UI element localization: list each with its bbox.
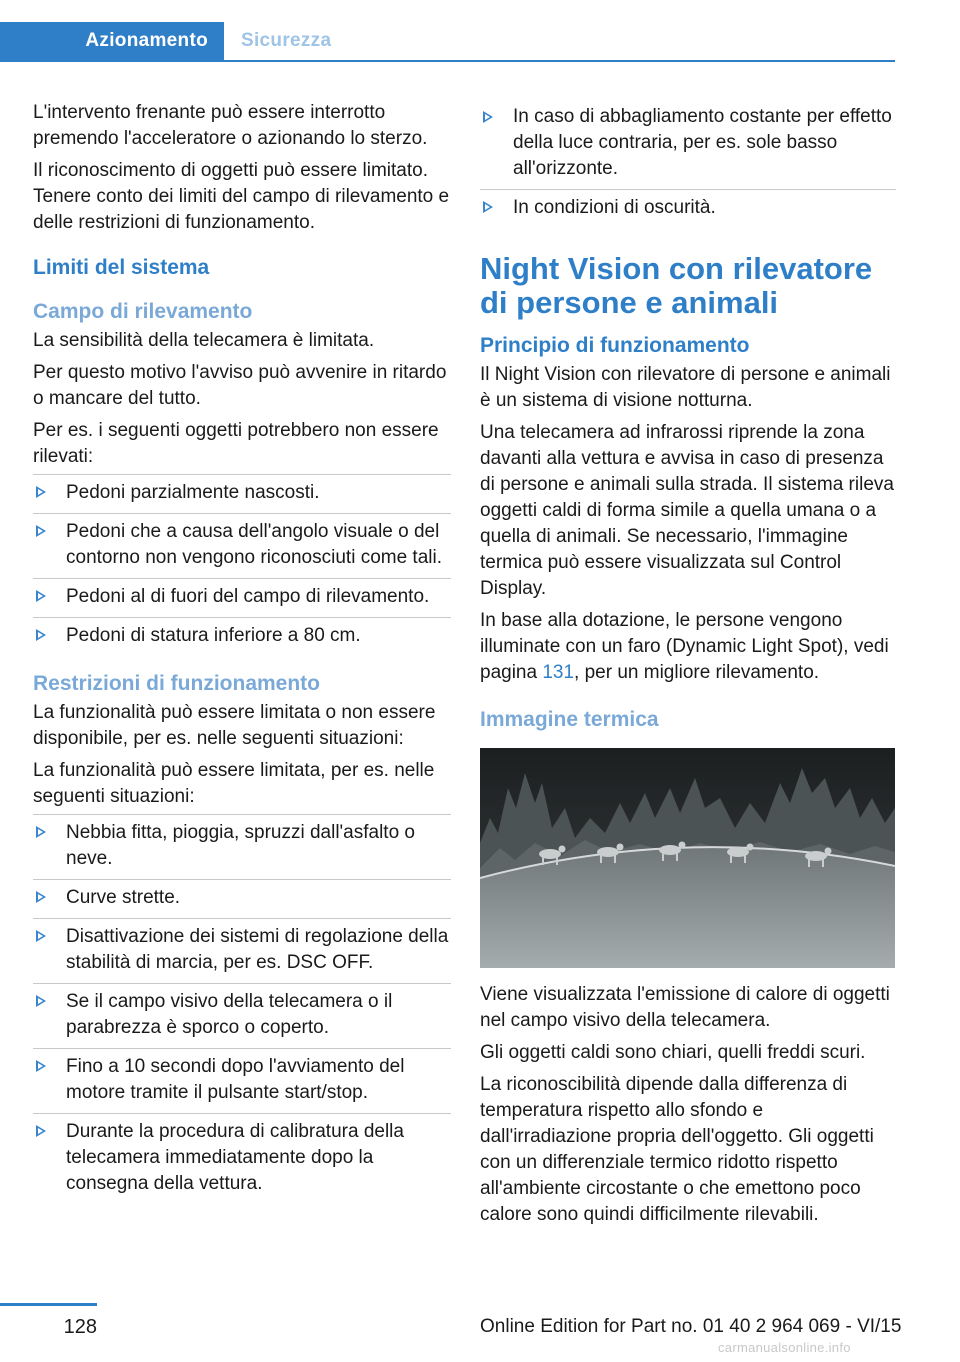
paragraph: Una telecamera ad infrarossi riprende la zona davanti alla vettura e avvisa in caso di presenza di persone e animali sulla strada. Il sistema rileva oggetti caldi di forma simile a quella umana o a quella di animali. Se necessario, l'immagine termica può essere visualizzata sul Control Display.: [480, 422, 894, 599]
list-item-text: In condizioni di oscurità.: [513, 197, 716, 218]
bullet-list-situazioni: [33, 814, 451, 1204]
paragraph: Gli oggetti caldi sono chiari, quelli freddi scuri.: [480, 1042, 866, 1063]
watermark: carmanualsonline.info: [718, 1340, 851, 1355]
bullet-list-pedoni: [33, 474, 451, 656]
paragraph: Per questo motivo l'avviso può avvenire in ritardo o mancare del tutto.: [33, 362, 447, 409]
list-item-text: Pedoni che a causa dell'angolo visuale o del contorno non vengono riconosciuti come tali.: [66, 521, 443, 568]
footer-divider: [0, 1303, 97, 1306]
triangle-bullet-icon: [36, 891, 46, 903]
triangle-bullet-icon: [36, 826, 46, 838]
heading-limiti-del-sistema: Limiti del sistema: [33, 256, 210, 279]
triangle-bullet-icon: [36, 590, 46, 602]
list-item: [33, 618, 451, 656]
paragraph-text: In base alla dotazione, le persone vengono illuminate con un faro (Dynamic Light Spot), vedi pagina: [480, 610, 889, 683]
tab-sicurezza[interactable]: Sicurezza: [241, 30, 332, 51]
page-reference-link[interactable]: 131: [542, 662, 575, 683]
paragraph: Il Night Vision con rilevatore di persone e animali è un sistema di visione notturna.: [480, 364, 891, 411]
list-item: [480, 190, 896, 228]
triangle-bullet-icon: [36, 1125, 46, 1137]
list-item: [480, 100, 896, 190]
header-divider: [0, 60, 895, 62]
page-number: 128: [63, 1316, 97, 1338]
paragraph: Viene visualizzata l'emissione di calore di oggetti nel campo visivo della telecamera.: [480, 984, 890, 1031]
list-item-text: Se il campo visivo della telecamera o il parabrezza è sporco o coperto.: [66, 991, 393, 1038]
triangle-bullet-icon: [36, 930, 46, 942]
bullet-list-continued: [480, 100, 896, 228]
list-item: [33, 880, 451, 919]
list-item-text: Fino a 10 secondi dopo l'avviamento del motore tramite il pulsante start/stop.: [66, 1056, 405, 1103]
tab-azionamento[interactable]: Azionamento: [0, 22, 224, 60]
list-item-text: Disattivazione dei sistemi di regolazione della stabilità di marcia, per es. DSC OFF.: [66, 926, 449, 973]
edition-text: Online Edition for Part no. 01 40 2 964 069 - VI/15: [480, 1316, 902, 1337]
heading-immagine-termica: Immagine termica: [480, 708, 659, 731]
list-item-text: Pedoni di statura inferiore a 80 cm.: [66, 625, 361, 646]
triangle-bullet-icon: [36, 995, 46, 1007]
triangle-bullet-icon: [483, 201, 493, 213]
list-item-text: Pedoni al di fuori del campo di rilevamento.: [66, 586, 430, 607]
thermal-image-illustration: [480, 748, 895, 968]
left-column: [33, 100, 451, 1204]
triangle-bullet-icon: [36, 629, 46, 641]
triangle-bullet-icon: [36, 486, 46, 498]
header-tabs: [0, 22, 895, 62]
paragraph-text: , per un migliore rilevamento.: [574, 662, 820, 683]
list-item-text: Nebbia fitta, pioggia, spruzzi dall'asfalto o neve.: [66, 822, 415, 869]
list-item-text: Durante la procedura di calibratura della telecamera immediatamente dopo la consegna della vettura.: [66, 1121, 404, 1194]
triangle-bullet-icon: [36, 525, 46, 537]
triangle-bullet-icon: [483, 111, 493, 123]
list-item: [33, 984, 451, 1049]
paragraph: L'intervento frenante può essere interrotto premendo l'acceleratore o azionando lo sterzo.: [33, 102, 428, 149]
list-item: [33, 475, 451, 514]
triangle-bullet-icon: [36, 1060, 46, 1072]
list-item-text: Pedoni parzialmente nascosti.: [66, 482, 320, 503]
paragraph: La funzionalità può essere limitata o non essere disponibile, per es. nelle seguenti situazioni:: [33, 702, 436, 749]
list-item: [33, 815, 451, 880]
list-item: [33, 1114, 451, 1204]
paragraph: Il riconoscimento di oggetti può essere limitato. Tenere conto dei limiti del campo di rilevamento e delle restrizioni di funzionamento.: [33, 160, 450, 233]
heading-restrizioni-di-funzionamento: Restrizioni di funzionamento: [33, 672, 320, 695]
list-item: [33, 514, 451, 579]
list-item: [33, 1049, 451, 1114]
right-column: [480, 100, 896, 1234]
list-item-text: In caso di abbagliamento costante per effetto della luce contraria, per es. sole basso all'orizzonte.: [513, 106, 892, 179]
paragraph: La sensibilità della telecamera è limitata.: [33, 330, 375, 351]
heading-campo-di-rilevamento: Campo di rilevamento: [33, 300, 253, 323]
list-item: [33, 579, 451, 618]
list-item: [33, 919, 451, 984]
heading-night-vision: Night Vision con rilevatore di persone e animali: [480, 251, 873, 320]
paragraph: La riconoscibilità dipende dalla differenza di temperatura rispetto allo sfondo e dall'irradiazione propria dell'oggetto. Gli oggetti con un differenziale termico ridotto rispetto all'ambiente circostante o che emettono poco calore sono quindi difficilmente rilevabili.: [480, 1074, 874, 1225]
list-item-text: Curve strette.: [66, 887, 181, 908]
paragraph: La funzionalità può essere limitata, per es. nelle seguenti situazioni:: [33, 760, 435, 807]
paragraph: Per es. i seguenti oggetti potrebbero non essere rilevati:: [33, 420, 439, 467]
heading-principio-di-funzionamento: Principio di funzionamento: [480, 334, 750, 357]
paragraph: [480, 608, 896, 686]
